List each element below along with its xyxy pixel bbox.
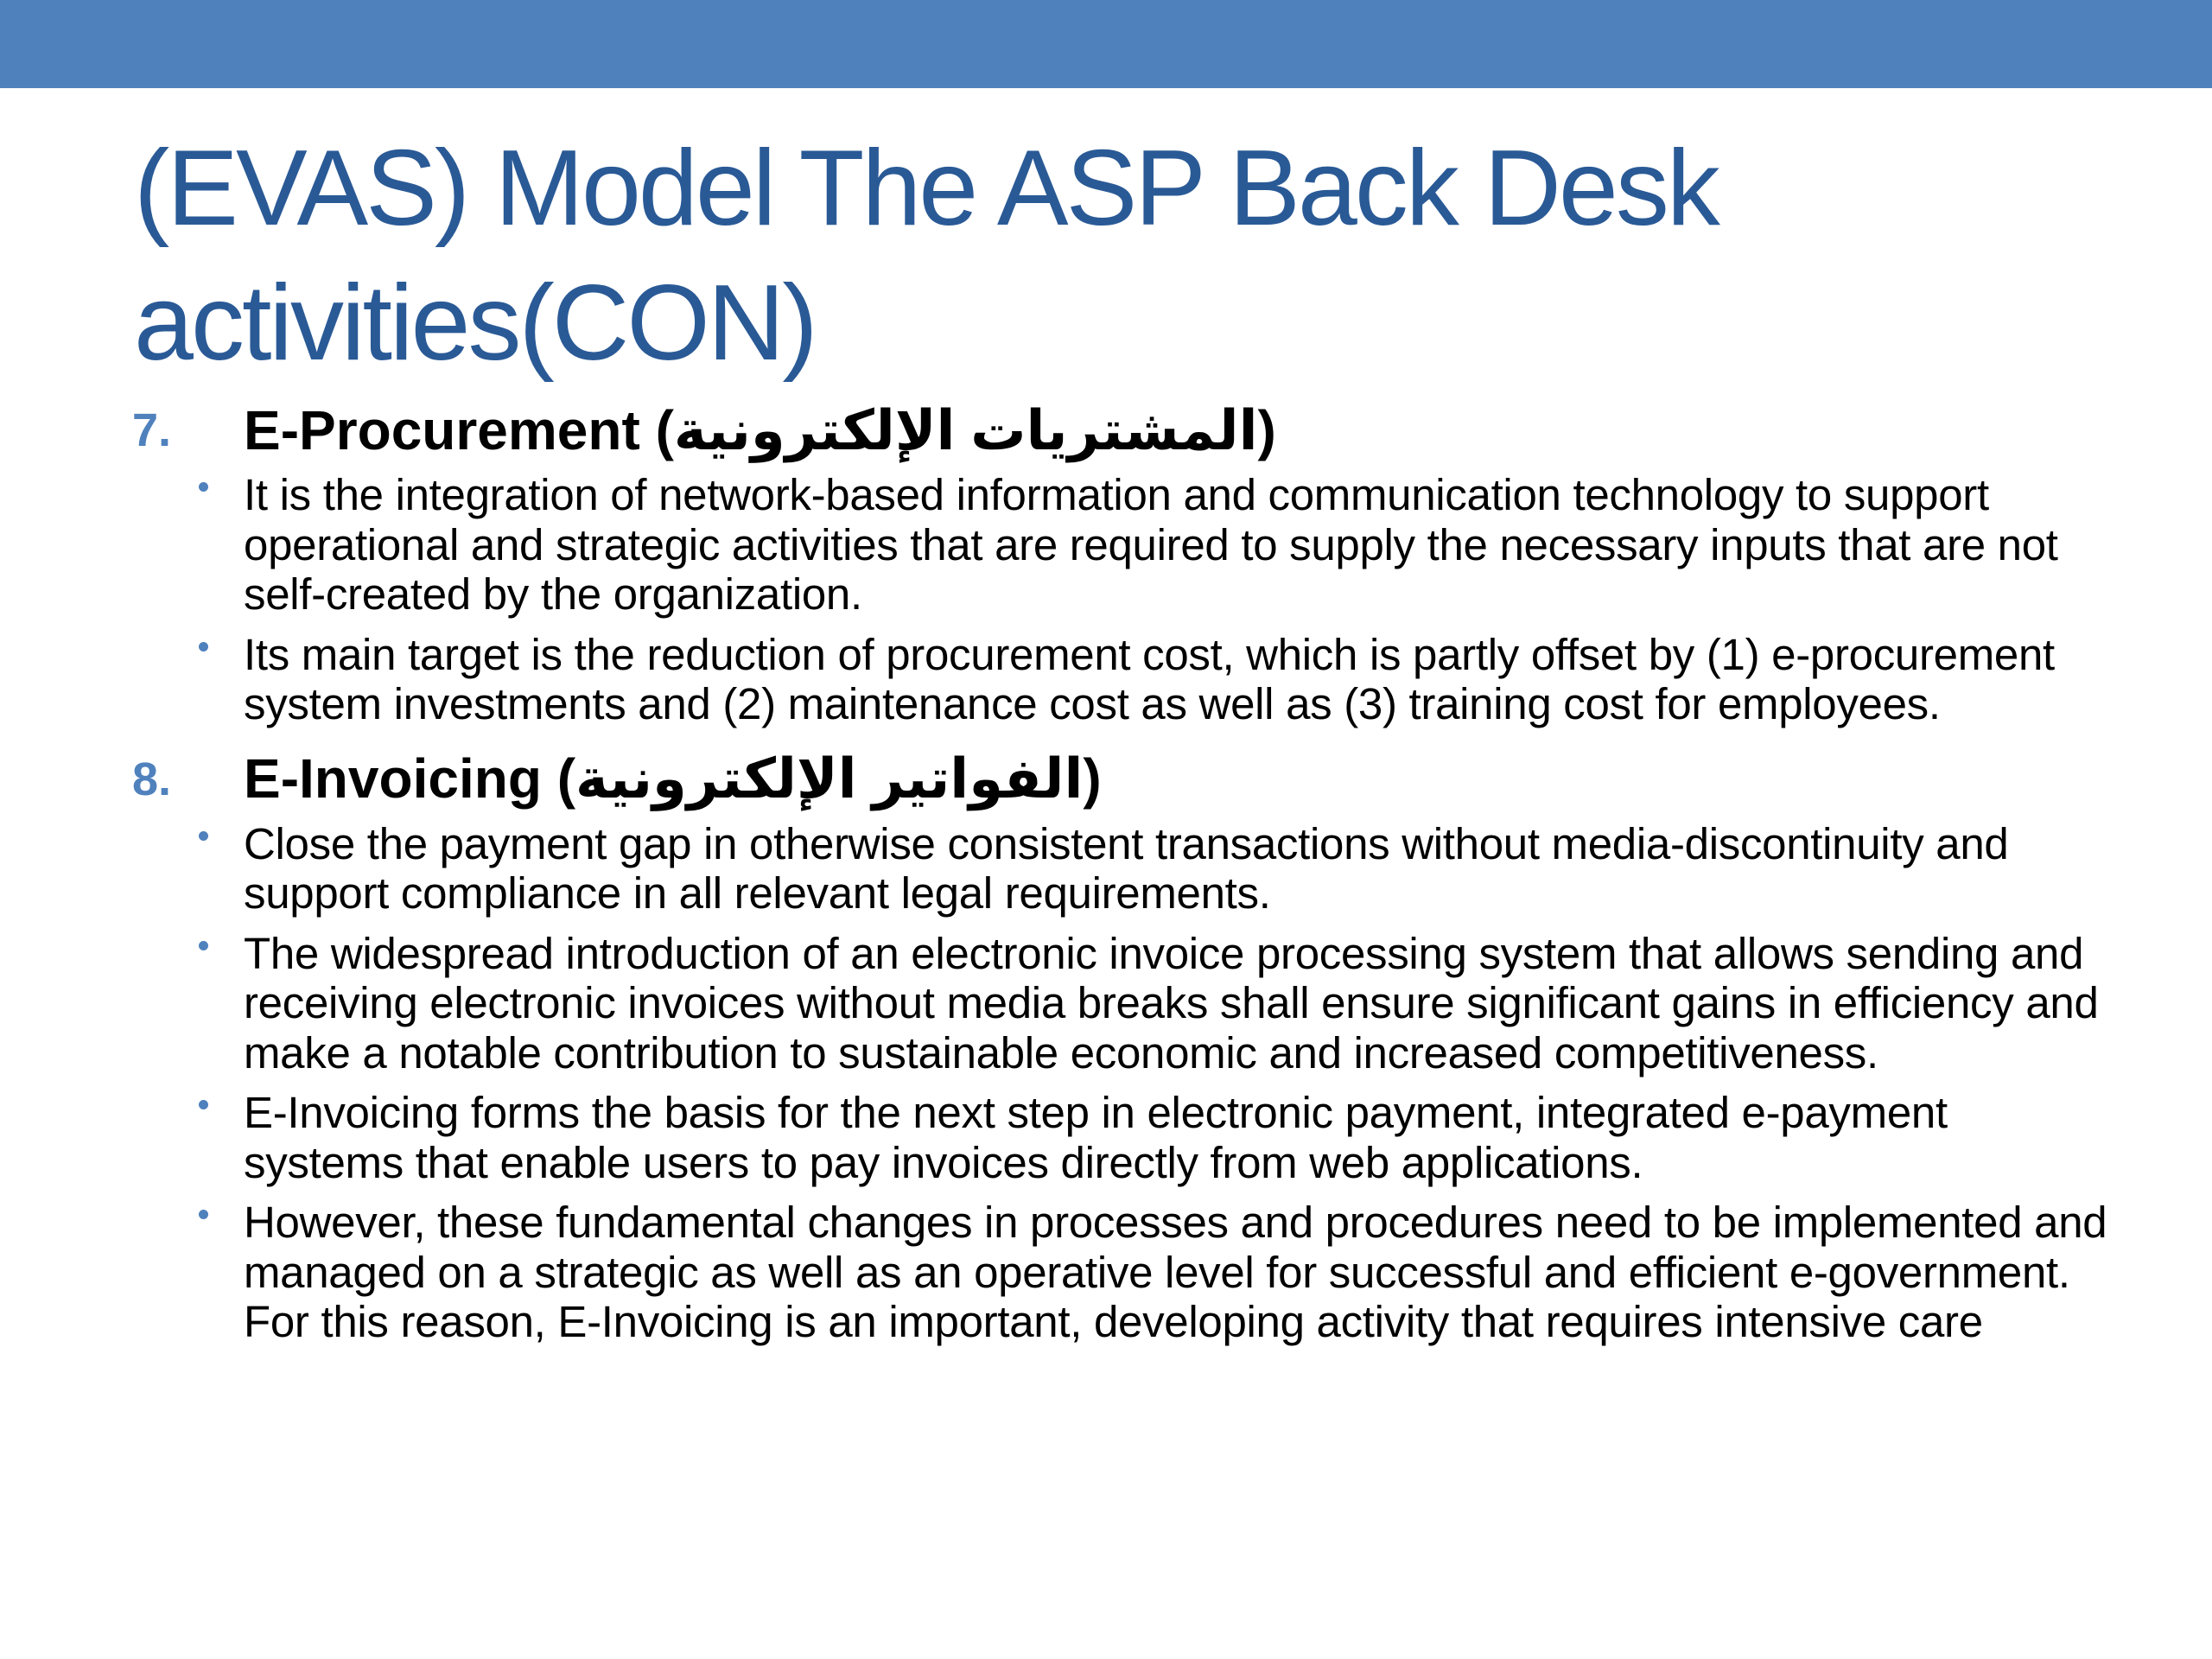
bullet-dot-icon bbox=[199, 1210, 208, 1219]
bullet-dot-icon bbox=[199, 482, 208, 492]
bullet-item bbox=[0, 470, 2110, 620]
bullet-list bbox=[0, 470, 2212, 729]
bullet-text: Its main target is the reduction of procurement cost, which is partly offset by (1) e-procurement system investments and (2) maintenance cost as well as (3) training cost for employees. bbox=[244, 629, 2055, 728]
section-heading bbox=[0, 740, 2212, 819]
bullet-item bbox=[0, 1088, 2110, 1187]
bullet-text: The widespread introduction of an electronic invoice processing system that allows sending and receiving electronic invoices without media breaks shall ensure significant gains in efficiency and make a notable contribution to sustainable economic and increased competitiveness. bbox=[244, 928, 2099, 1077]
bullet-dot-icon bbox=[199, 831, 208, 841]
section-title: E-Invoicing (الفواتير الإلكترونية) bbox=[244, 747, 1102, 810]
section-e-procurement bbox=[0, 391, 2212, 729]
section-number: 8. bbox=[132, 753, 172, 805]
bullet-text: E-Invoicing forms the basis for the next step in electronic payment, integrated e-payment systems that enable users to pay invoices directly from web applications. bbox=[244, 1088, 1948, 1187]
section-heading bbox=[0, 391, 2212, 470]
bullet-item bbox=[0, 929, 2110, 1078]
bullet-dot-icon bbox=[199, 941, 208, 950]
bullet-list bbox=[0, 819, 2212, 1347]
slide-content bbox=[0, 391, 2212, 1357]
bullet-text: However, these fundamental changes in processes and procedures need to be implemented and managed on a strategic as well as an operative level for successful and efficient e-government. For this reason, E-Invoicing is an important, developing activity that requires intensive care bbox=[244, 1198, 2107, 1346]
bullet-item bbox=[0, 819, 2110, 918]
bullet-dot-icon bbox=[199, 1100, 208, 1109]
bullet-item bbox=[0, 630, 2110, 729]
section-title: E-Procurement (المشتريات الإلكترونية) bbox=[244, 398, 1276, 461]
section-number: 7. bbox=[132, 404, 172, 456]
bullet-text: Close the payment gap in otherwise consistent transactions without media-discontinuity and support compliance in all relevant legal requirements. bbox=[244, 818, 2009, 918]
section-e-invoicing bbox=[0, 740, 2212, 1347]
bullet-text: It is the integration of network-based information and communication technology to support operational and strategic activities that are required to supply the necessary inputs that are not self-created by the organization. bbox=[244, 470, 2058, 619]
slide-title: (EVAS) Model The ASP Back Desk activities(CON) bbox=[134, 129, 1718, 383]
bullet-dot-icon bbox=[199, 642, 208, 652]
header-accent-bar bbox=[0, 0, 2212, 88]
bullet-item bbox=[0, 1198, 2110, 1347]
